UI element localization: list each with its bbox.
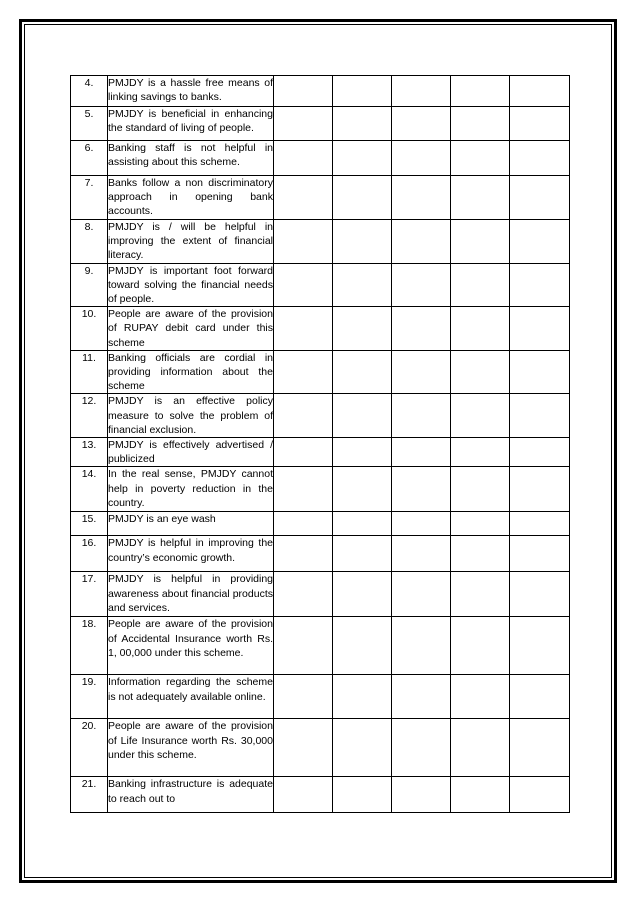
statement-text: PMJDY is an eye wash bbox=[108, 512, 274, 536]
item-number: 14. bbox=[71, 467, 108, 512]
response-cell[interactable] bbox=[451, 350, 510, 394]
survey-table bbox=[70, 75, 570, 813]
response-cell[interactable] bbox=[392, 572, 451, 617]
response-cell[interactable] bbox=[333, 263, 392, 307]
response-cell[interactable] bbox=[510, 719, 570, 777]
response-cell[interactable] bbox=[333, 617, 392, 675]
response-cell[interactable] bbox=[274, 572, 333, 617]
response-cell[interactable] bbox=[274, 107, 333, 141]
response-cell[interactable] bbox=[392, 777, 451, 813]
response-cell[interactable] bbox=[510, 350, 570, 394]
response-cell[interactable] bbox=[510, 263, 570, 307]
response-cell[interactable] bbox=[451, 141, 510, 176]
table-row bbox=[71, 617, 570, 675]
response-cell[interactable] bbox=[274, 617, 333, 675]
response-cell[interactable] bbox=[274, 719, 333, 777]
response-cell[interactable] bbox=[274, 350, 333, 394]
item-number: 10. bbox=[71, 307, 108, 351]
response-cell[interactable] bbox=[392, 220, 451, 264]
table-row bbox=[71, 536, 570, 572]
response-cell[interactable] bbox=[510, 777, 570, 813]
response-cell[interactable] bbox=[451, 777, 510, 813]
table-row bbox=[71, 467, 570, 512]
table-row bbox=[71, 141, 570, 176]
table-row bbox=[71, 394, 570, 438]
response-cell[interactable] bbox=[451, 572, 510, 617]
response-cell[interactable] bbox=[274, 512, 333, 536]
response-cell[interactable] bbox=[510, 107, 570, 141]
response-cell[interactable] bbox=[274, 467, 333, 512]
response-cell[interactable] bbox=[392, 675, 451, 719]
statement-text: PMJDY is beneficial in enhancing the standard of living of people. bbox=[108, 107, 274, 141]
response-cell[interactable] bbox=[333, 141, 392, 176]
statement-text: Banking infrastructure is adequate to reach out to bbox=[108, 777, 274, 813]
response-cell[interactable] bbox=[510, 176, 570, 220]
response-cell[interactable] bbox=[451, 719, 510, 777]
item-number: 21. bbox=[71, 777, 108, 813]
statement-text: Banking officials are cordial in providing information about the scheme bbox=[108, 351, 273, 393]
response-cell[interactable] bbox=[451, 107, 510, 141]
response-cell[interactable] bbox=[392, 719, 451, 777]
response-cell[interactable] bbox=[510, 76, 570, 107]
item-number: 20. bbox=[71, 719, 108, 777]
response-cell[interactable] bbox=[333, 176, 392, 220]
response-cell[interactable] bbox=[274, 141, 333, 176]
statement-text: People are aware of the provision of Accidental Insurance worth Rs. 1, 00,000 under this scheme. bbox=[108, 617, 274, 675]
table-row bbox=[71, 719, 570, 777]
response-cell[interactable] bbox=[274, 307, 333, 351]
survey-table-body bbox=[71, 76, 570, 813]
response-cell[interactable] bbox=[392, 617, 451, 675]
response-cell[interactable] bbox=[510, 617, 570, 675]
table-row bbox=[71, 777, 570, 813]
response-cell[interactable] bbox=[392, 467, 451, 512]
response-cell[interactable] bbox=[510, 438, 570, 467]
statement-text: PMJDY is helpful in providing awareness about financial products and services. bbox=[108, 572, 274, 617]
item-number: 7. bbox=[71, 176, 108, 220]
response-cell[interactable] bbox=[274, 220, 333, 264]
table-row bbox=[71, 572, 570, 617]
response-cell[interactable] bbox=[451, 617, 510, 675]
response-cell[interactable] bbox=[451, 438, 510, 467]
response-cell[interactable] bbox=[274, 394, 333, 438]
response-cell[interactable] bbox=[510, 536, 570, 572]
response-cell[interactable] bbox=[333, 307, 392, 351]
response-cell[interactable] bbox=[333, 719, 392, 777]
response-cell[interactable] bbox=[451, 512, 510, 536]
item-number: 6. bbox=[71, 141, 108, 176]
response-cell[interactable] bbox=[451, 263, 510, 307]
item-number: 16. bbox=[71, 536, 108, 572]
response-cell[interactable] bbox=[451, 76, 510, 107]
item-number: 8. bbox=[71, 220, 108, 264]
response-cell[interactable] bbox=[274, 438, 333, 467]
response-cell[interactable] bbox=[274, 777, 333, 813]
response-cell[interactable] bbox=[451, 536, 510, 572]
table-row bbox=[71, 76, 570, 107]
response-cell[interactable] bbox=[392, 512, 451, 536]
table-row bbox=[71, 220, 570, 264]
response-cell[interactable] bbox=[333, 512, 392, 536]
response-cell[interactable] bbox=[392, 263, 451, 307]
statement-text: Information regarding the scheme is not adequately available online. bbox=[108, 675, 274, 719]
table-row bbox=[71, 675, 570, 719]
statement-text: Banking staff is not helpful in assisting about this scheme. bbox=[108, 141, 274, 176]
response-cell[interactable] bbox=[510, 512, 570, 536]
item-number: 12. bbox=[71, 394, 108, 438]
response-cell[interactable] bbox=[392, 176, 451, 220]
response-cell[interactable] bbox=[274, 263, 333, 307]
response-cell[interactable] bbox=[333, 76, 392, 107]
response-cell[interactable] bbox=[451, 220, 510, 264]
response-cell[interactable] bbox=[274, 536, 333, 572]
item-number: 15. bbox=[71, 512, 108, 536]
item-number: 17. bbox=[71, 572, 108, 617]
table-row bbox=[71, 350, 570, 394]
statement-text: PMJDY is a hassle free means of linking savings to banks. bbox=[108, 76, 274, 107]
table-row bbox=[71, 263, 570, 307]
statement-text: PMJDY is important foot forward toward solving the financial needs of people. bbox=[108, 264, 273, 306]
response-cell[interactable] bbox=[333, 536, 392, 572]
response-cell[interactable] bbox=[451, 176, 510, 220]
response-cell[interactable] bbox=[392, 350, 451, 394]
response-cell[interactable] bbox=[392, 307, 451, 351]
response-cell[interactable] bbox=[510, 394, 570, 438]
statement-text: PMJDY is helpful in improving the country’s economic growth. bbox=[108, 536, 274, 572]
response-cell[interactable] bbox=[333, 350, 392, 394]
response-cell[interactable] bbox=[274, 76, 333, 107]
item-number: 13. bbox=[71, 438, 108, 467]
response-cell[interactable] bbox=[333, 572, 392, 617]
response-cell[interactable] bbox=[333, 777, 392, 813]
response-cell[interactable] bbox=[392, 141, 451, 176]
statement-text: In the real sense, PMJDY cannot help in poverty reduction in the country. bbox=[108, 467, 274, 512]
statement-text: Banks follow a non discriminatory approach in opening bank accounts. bbox=[108, 176, 274, 220]
response-cell[interactable] bbox=[510, 572, 570, 617]
item-number: 9. bbox=[71, 263, 108, 307]
response-cell[interactable] bbox=[510, 220, 570, 264]
item-number: 19. bbox=[71, 675, 108, 719]
response-cell[interactable] bbox=[451, 307, 510, 351]
table-row bbox=[71, 438, 570, 467]
response-cell[interactable] bbox=[510, 467, 570, 512]
item-number: 4. bbox=[71, 76, 108, 107]
response-cell[interactable] bbox=[510, 675, 570, 719]
table-row bbox=[71, 307, 570, 351]
response-cell[interactable] bbox=[451, 467, 510, 512]
response-cell[interactable] bbox=[333, 438, 392, 467]
table-row bbox=[71, 176, 570, 220]
response-cell[interactable] bbox=[392, 76, 451, 107]
response-cell[interactable] bbox=[274, 675, 333, 719]
response-cell[interactable] bbox=[510, 141, 570, 176]
response-cell[interactable] bbox=[392, 394, 451, 438]
response-cell[interactable] bbox=[392, 107, 451, 141]
response-cell[interactable] bbox=[392, 438, 451, 467]
statement-text: PMJDY is an effective policy measure to solve the problem of financial exclusion. bbox=[108, 395, 273, 436]
response-cell[interactable] bbox=[510, 307, 570, 351]
response-cell[interactable] bbox=[392, 536, 451, 572]
statement-text: PMJDY is effectively advertised / publicized bbox=[108, 439, 273, 466]
statement-text: PMJDY is / will be helpful in improving the extent of financial literacy. bbox=[108, 221, 273, 262]
response-cell[interactable] bbox=[333, 394, 392, 438]
table-row bbox=[71, 107, 570, 141]
response-cell[interactable] bbox=[451, 394, 510, 438]
response-cell[interactable] bbox=[333, 107, 392, 141]
statement-text: People are aware of the provision of Life Insurance worth Rs. 30,000 under this scheme. bbox=[108, 719, 274, 777]
item-number: 5. bbox=[71, 107, 108, 141]
response-cell[interactable] bbox=[274, 176, 333, 220]
response-cell[interactable] bbox=[451, 675, 510, 719]
response-cell[interactable] bbox=[333, 675, 392, 719]
item-number: 11. bbox=[71, 350, 108, 394]
statement-text: People are aware of the provision of RUPAY debit card under this scheme bbox=[108, 308, 273, 349]
table-row bbox=[71, 512, 570, 536]
item-number: 18. bbox=[71, 617, 108, 675]
response-cell[interactable] bbox=[333, 220, 392, 264]
response-cell[interactable] bbox=[333, 467, 392, 512]
